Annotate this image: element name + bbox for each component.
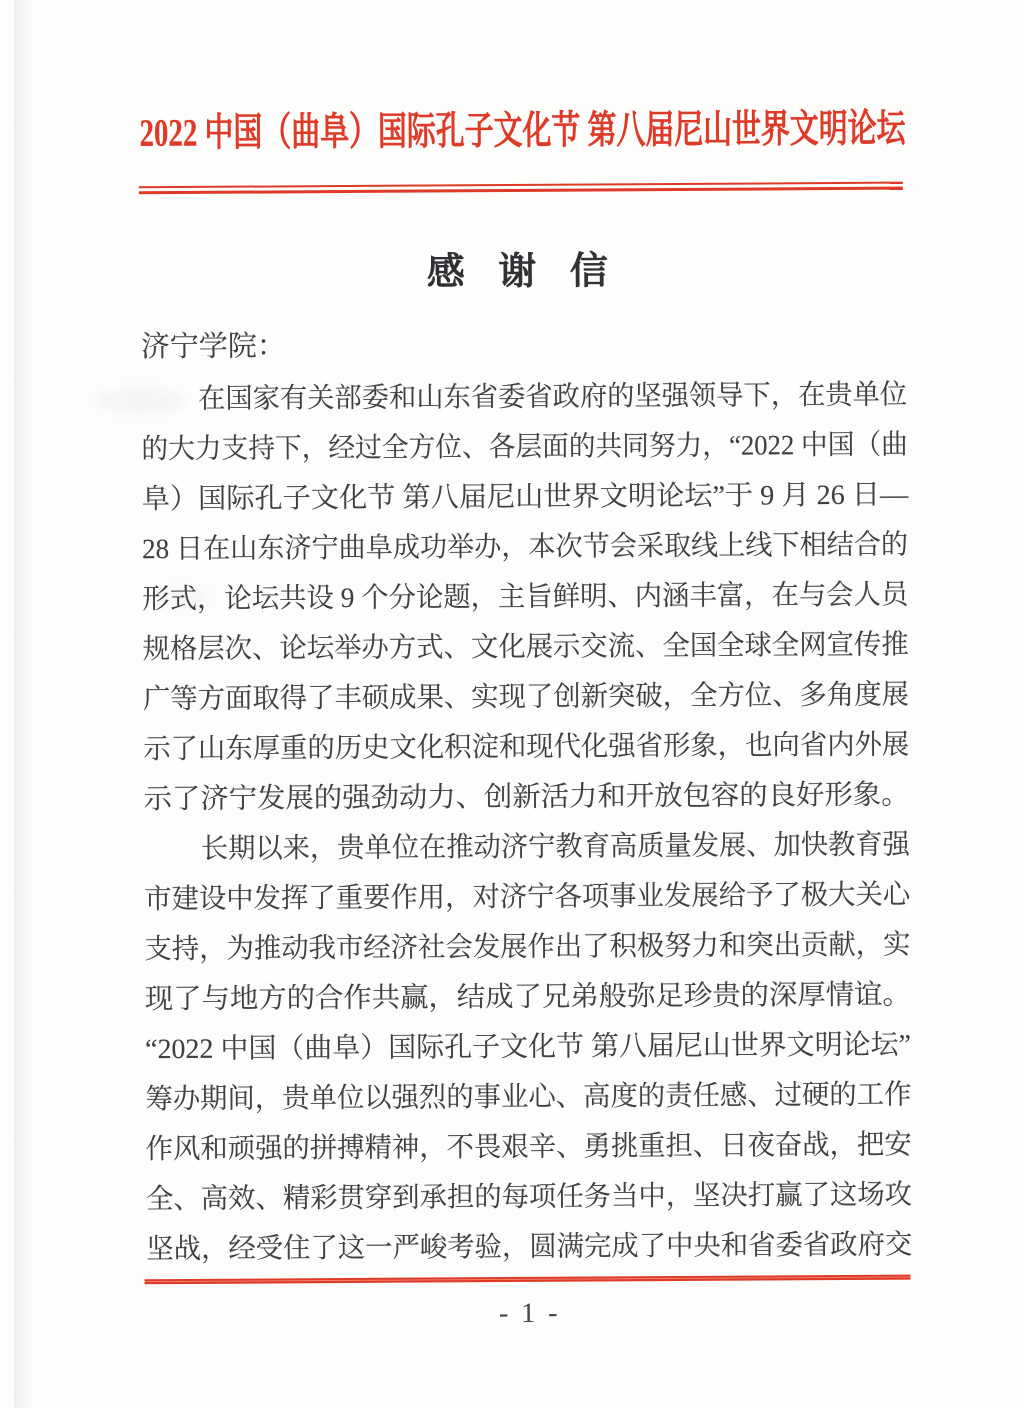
- page-number: - 1 -: [498, 1297, 561, 1330]
- body-line: [146, 1121, 912, 1176]
- body-line: [146, 1171, 912, 1226]
- body-line-text: 的大力支持下，经过全方位、各层面的共同努力，“2022 中国（曲: [141, 429, 908, 466]
- body-line-text: 形式，论坛共设 9 个分论题，主旨鲜明、内涵丰富，在与会人员: [142, 579, 909, 616]
- body-line-text: 长期以来，贵单位在推动济宁教育高质量发展、加快教育强: [200, 829, 910, 865]
- body-line: [144, 871, 910, 926]
- body-line: [144, 821, 910, 876]
- body-line-text: 现了与地方的合作共赢，结成了兄弟般弥足珍贵的深厚情谊。: [144, 979, 911, 1016]
- body-line-text: 全、高效、精彩贯穿到承担的每项任务当中，坚决打赢了这场攻: [145, 1179, 913, 1216]
- body-line: [142, 471, 908, 526]
- body-line: [145, 1021, 911, 1076]
- header-double-rule: [139, 182, 903, 195]
- body-line: [144, 921, 910, 976]
- body-line-text: 阜）国际孔子文化节 第八届尼山世界文明论坛”于 9 月 26 日—: [141, 479, 909, 516]
- event-banner-text: 2022 中国（曲阜）国际孔子文化节 第八届尼山世界文明论坛: [139, 107, 906, 156]
- letter-title: 感 谢 信: [426, 250, 620, 294]
- body-line-text: 坚战，经受住了这一严峻考验，圆满完成了中央和省委省政府交: [146, 1229, 913, 1266]
- body-line: [141, 371, 907, 426]
- body-line-text: 示了济宁发展的强劲动力、创新活力和开放包容的良好形象。: [143, 779, 910, 816]
- body-line-text: 规格层次、论坛举办方式、文化展示交流、全国全球全网宣传推: [142, 629, 909, 666]
- body-line: [145, 1071, 911, 1126]
- letter-body: [141, 316, 913, 1276]
- body-line: [145, 971, 911, 1026]
- body-line: [146, 1221, 912, 1276]
- body-line-text: 广等方面取得了丰硕成果、实现了创新突破，全方位、多角度展: [142, 679, 910, 716]
- body-line-text: 支持，为推动我市经济社会发展作出了积极努力和突出贡献，实: [144, 929, 911, 966]
- body-line-text: 筹办期间，贵单位以强烈的事业心、高度的责任感、过硬的工作: [145, 1079, 912, 1116]
- body-line-text: “2022 中国（曲阜）国际孔子文化节 第八届尼山世界文明论坛”: [145, 1029, 912, 1066]
- footer-rule: [145, 1275, 911, 1285]
- body-line: [143, 721, 909, 776]
- body-line-text: 市建设中发挥了重要作用，对济宁各项事业发展给予了极大关心: [144, 879, 911, 916]
- salutation: 济宁学院：: [140, 330, 286, 364]
- body-line: [142, 521, 908, 576]
- body-line: [142, 571, 908, 626]
- body-line-text: 28 日在山东济宁曲阜成功举办，本次节会采取线上线下相结合的: [141, 529, 909, 566]
- body-line-text: 在国家有关部委和山东省委省政府的坚强领导下，在贵单位: [198, 379, 908, 415]
- body-line-text: 作风和顽强的拼搏精神，不畏艰辛、勇挑重担、日夜奋战，把安: [145, 1129, 912, 1166]
- body-line: [141, 421, 907, 476]
- body-line: [143, 621, 909, 676]
- event-banner: [139, 98, 905, 172]
- body-line: [143, 771, 909, 826]
- body-line-text: 示了山东厚重的历史文化积淀和现代化强省形象，也向省内外展: [143, 729, 910, 766]
- body-line: [143, 671, 909, 726]
